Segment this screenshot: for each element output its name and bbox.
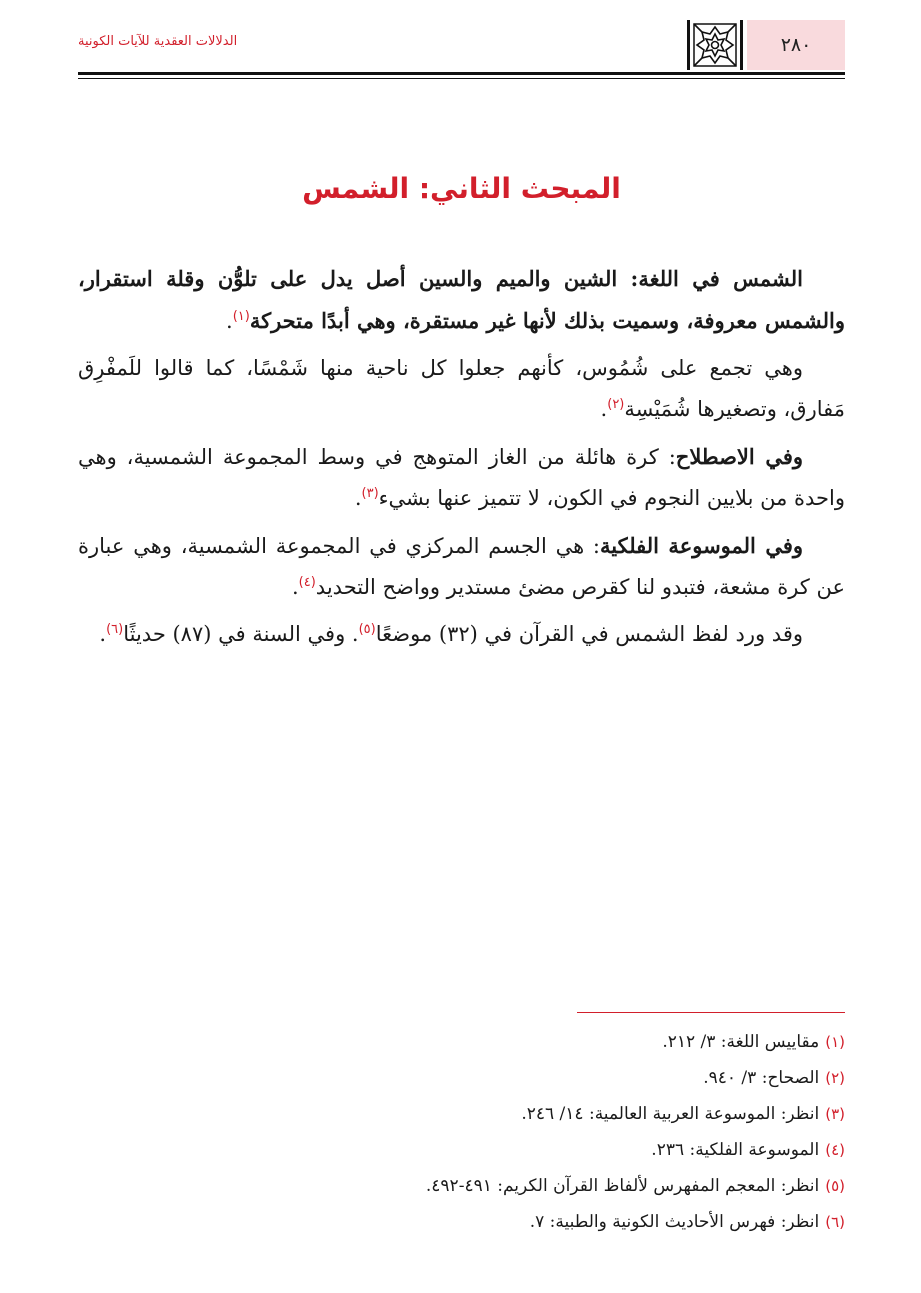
paragraph-end: .: [354, 486, 362, 510]
paragraph-text: : هي الجسم المركزي في المجموعة الشمسية، وهي عبارة عن كرة مشعة، فتبدو لنا كقرص مضئ مستدير وواضح التحديد: [78, 534, 845, 599]
footnote-ref[interactable]: (٥): [358, 622, 376, 637]
paragraph: [78, 525, 845, 608]
paragraph-text: . وفي السنة في (٨٧) حديثًا: [123, 622, 359, 646]
footnote: [78, 1096, 845, 1132]
footnote: [78, 1132, 845, 1168]
footnote-number: (٤): [825, 1141, 845, 1159]
footnote: [78, 1168, 845, 1204]
term-lead: وفي الاصطلاح: [675, 444, 803, 469]
paragraph-text: وهي تجمع على شُمُوس، كأنهم جعلوا كل ناحية منها شَمْسًا، كما قالوا للَمفْرِق مَفارق، وتصغيرها شُمَيْسِة: [78, 356, 845, 421]
footnote: [78, 1024, 845, 1060]
book-title: الدلالات العقدية للآيات الكونية: [78, 34, 238, 49]
footnote-ref[interactable]: (٢): [607, 397, 625, 412]
term-lead: وفي الموسوعة الفلكية: [600, 533, 803, 558]
footnote-ref[interactable]: (١): [232, 309, 250, 324]
footnote-separator: [577, 1012, 845, 1013]
section-heading: المبحث الثاني: الشمس: [302, 172, 621, 205]
footnote-number: (١): [825, 1033, 845, 1051]
footnote-text: الموسوعة الفلكية: ٢٣٦.: [651, 1140, 820, 1160]
paragraph: [78, 258, 845, 342]
footnote-number: (٦): [825, 1213, 845, 1231]
footnote-text: الصحاح: ٣/ ٩٤٠.: [703, 1068, 820, 1088]
footnote-number: (٢): [825, 1069, 845, 1087]
header-rule: [78, 72, 845, 75]
paragraph: [78, 614, 845, 655]
paragraph-text: : كرة هائلة من الغاز المتوهج في وسط المجموعة الشمسية، وهي واحدة من بلايين النجوم في الكون، لا تتميز عنها بشيء: [78, 445, 845, 510]
footnote-ref[interactable]: (٣): [361, 486, 379, 501]
paragraph-end: .: [226, 309, 233, 333]
term-lead: الشمس في اللغة: [638, 266, 804, 291]
ornament-icon: [687, 20, 743, 70]
footnote-text: انظر: فهرس الأحاديث الكونية والطبية: ٧.: [529, 1212, 820, 1232]
paragraph: [78, 436, 845, 519]
footnotes: [78, 1024, 845, 1240]
paragraph-end: .: [291, 575, 299, 599]
body-text: [78, 258, 845, 661]
page-number: ٢٨٠: [747, 20, 845, 70]
paragraph-end: .: [600, 397, 608, 421]
paragraph-text: : الشين والميم والسين أصل يدل على تلوُّن وقلة استقرار، والشمس معروفة، وسميت بذلك لأنها غير مستقرة، وهي أبدًا متحركة: [78, 266, 845, 333]
footnote-text: انظر: المعجم المفهرس لألفاظ القرآن الكريم: ٤٩١-٤٩٢.: [425, 1176, 820, 1196]
header-rule-thin: [78, 78, 845, 79]
footnote: [78, 1204, 845, 1240]
footnote-text: مقاييس اللغة: ٣/ ٢١٢.: [662, 1032, 820, 1052]
paragraph-text: وقد ورد لفظ الشمس في القرآن في (٣٢) موضعًا: [375, 622, 803, 646]
paragraph-end: .: [99, 622, 107, 646]
footnote-ref[interactable]: (٦): [106, 622, 124, 637]
footnote-number: (٣): [825, 1105, 845, 1123]
page-header: [78, 20, 845, 72]
footnote-text: انظر: الموسوعة العربية العالمية: ١٤/ ٢٤٦.: [521, 1104, 820, 1124]
footnote: [78, 1060, 845, 1096]
footnote-ref[interactable]: (٤): [298, 575, 316, 590]
footnote-number: (٥): [825, 1177, 845, 1195]
paragraph: [78, 348, 845, 430]
